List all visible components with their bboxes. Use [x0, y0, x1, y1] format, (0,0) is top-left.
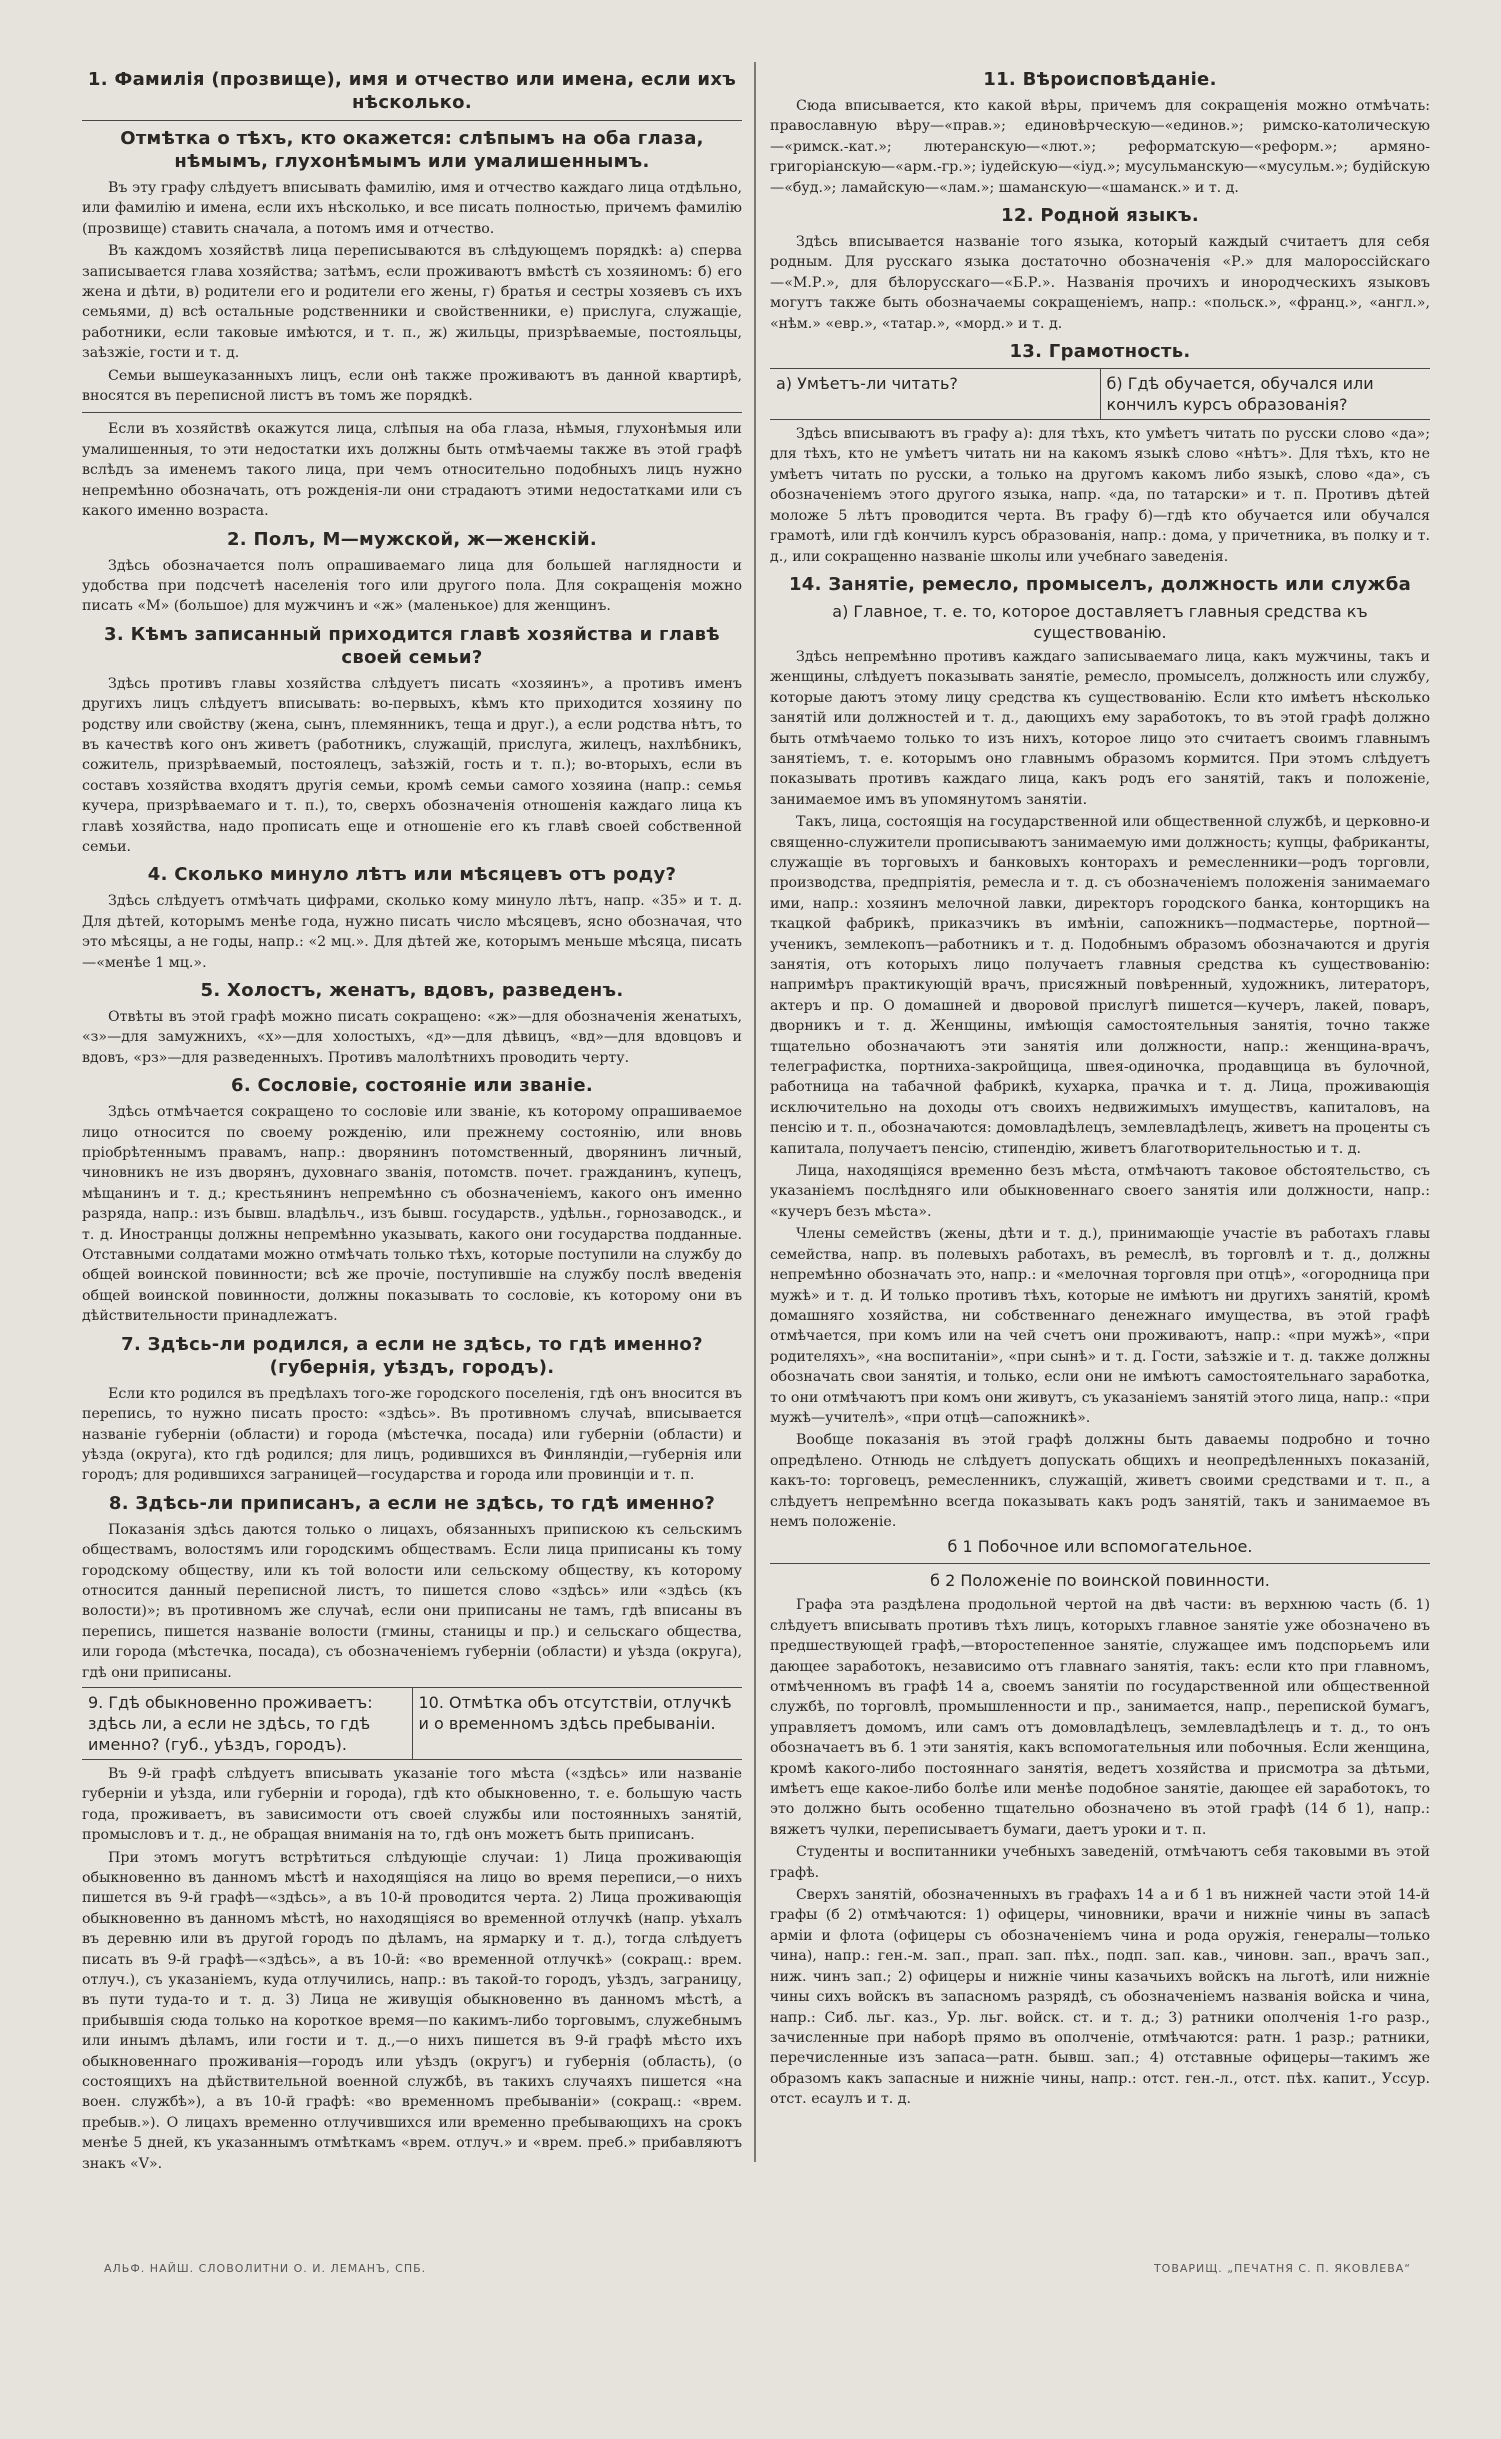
paragraph: Здѣсь слѣдуетъ отмѣчать цифрами, сколько кому минуло лѣтъ, напр. «35» и т. д. Для дѣтей, которымъ менѣе года, нужно писать число мѣсяцевъ, ясно обозначая, что это мѣсяцы, а не годы, напр.: «2 мц.». Для дѣтей же, которымъ меньше мѣсяца, писать—«менѣе 1 мц.».	[82, 893, 742, 971]
printer-imprint-right: ТОВАРИЩ. „ПЕЧАТНЯ С. П. ЯКОВЛЕВА“	[1153, 2262, 1411, 2275]
split-cell	[770, 369, 1100, 419]
paragraph: Отвѣты въ этой графѣ можно писать сокращено: «ж»—для обозначенія женатыхъ, «з»—для замужнихъ, «х»—для холостыхъ, «д»—для дѣвицъ, «вд»—для вдовцовъ и вдовъ, «рз»—для разведенныхъ. Противъ малолѣтнихъ проводить черту.	[82, 1009, 742, 1066]
section-heading: 4. Сколько минуло лѣтъ или мѣсяцевъ отъ роду?	[147, 864, 677, 886]
paragraph: Въ эту графу слѣдуетъ вписывать фамилію, имя и отчество каждаго лица отдѣльно, или фамилію и имена, если ихъ нѣсколько, и все писать полностью, причемъ фамилію (прозвище) ставить сначала, а потомъ имя и отчество.	[82, 180, 742, 237]
section-heading: 12. Родной языкъ.	[1001, 205, 1199, 227]
section-heading: 3. Кѣмъ записанный приходится главѣ хозяйства и главѣ своей семьи?	[104, 623, 720, 668]
paragraph: Сюда вписывается, кто какой вѣры, причемъ для сокращенія можно отмѣчать: православную вѣру—«прав.»; единовѣрческую—«единов.»; римско-католическую—«римск.-кат.»; лютеранскую—«лют.»; реформатскую—«реформ.»; армяно-григоріанскую—«арм.-гр.»; іудейскую—«іуд.»; мусульманскую—«мусульм.»; будійскую—«буд.»; ламайскую—«лам.»; шаманскую—«шаманск.» и т. д.	[770, 98, 1430, 196]
split-heading	[770, 368, 1430, 420]
left-column	[82, 62, 742, 2172]
section-heading: 6. Сословіе, состояніе или званіе.	[231, 1075, 593, 1097]
paragraph: Графа эта раздѣлена продольной чертой на двѣ части: въ верхнюю часть (б. 1) слѣдуетъ вписывать противъ тѣхъ лицъ, которыхъ главное занятіе уже обозначено въ предшествующей графѣ,—второстепенное занятіе, служащее имъ подспорьемъ или дающее заработокъ, независимо отъ главнаго занятія, такъ: если кто при главномъ, отмѣченномъ въ графѣ 14 а, своемъ занятіи по государственной или общественной службѣ, по торговлѣ, промышленности и пр., занимается, напр., перепиской бумагъ, управляетъ домомъ, или самъ отъ домовладѣлецъ, землевладѣлецъ и т. д., то онъ обозначаетъ въ б. 1 эти занятія, какъ вспомогательныя или побочныя. Если женщина, кромѣ какого-либо постояннаго занятія, ведетъ хозяйства и присмотра за дѣтьми, имѣетъ еще какое-либо болѣе или менѣе подобное занятіе, дающее ей заработокъ, то это должно быть особенно тщательно обозначено въ этой графѣ (14 б 1), напр.: вяжетъ чулки, переписываетъ бумаги, даетъ уроки и т. п.	[770, 1597, 1430, 1838]
paragraph: При этомъ могутъ встрѣтиться слѣдующіе случаи: 1) Лица проживающія обыкновенно въ данномъ мѣстѣ и находящіяся на лицо во время переписи,—о нихъ пишется въ 9-й графѣ—«здѣсь», а въ 10-й проводится черта. 2) Лица проживающія обыкновенно въ данномъ мѣстѣ, но находящіяся во временной отлучкѣ (напр. уѣхалъ въ деревню или въ другой городъ по дѣламъ, на ярмарку и т. д.), тогда слѣдуетъ писать въ 9-й графѣ—«здѣсь», а въ 10-й: «во временной отлучкѣ» (сокращ.: врем. отлуч.), съ указаніемъ, куда отлучились, напр.: въ такой-то городъ, уѣздъ, заграницу, въ пути туда-то и т. д. 3) Лица не живущія обыкновенно въ данномъ мѣстѣ, а прибывшія сюда только на короткое время—по какимъ-либо торговымъ, служебнымъ или инымъ дѣламъ, или гости и т. д.,—о нихъ пишется въ 9-й графѣ мѣсто ихъ обыкновеннаго проживанія—городъ или уѣздъ (округъ) и губернія (область), (о состоящихъ на дѣйствительной военной службѣ, въ такихъ случаяхъ пишется «на воен. службѣ»), а въ 10-й графѣ: «во временномъ пребываніи» (сокращ.: «врем. пребыв.»). О лицахъ временно отлучившихся или временно пребывающихъ на срокъ менѣе 5 дней, къ указаннымъ отмѣткамъ «врем. отлуч.» и «врем. преб.» прибавляютъ знакъ «V».	[82, 1849, 742, 2172]
section-heading: 14. Занятіе, ремесло, промыселъ, должность или служба	[788, 573, 1412, 595]
subheading: а) Главное, т. е. то, которое доставляетъ главныя средства къ существованію.	[832, 601, 1368, 642]
paragraph: Лица, находящіяся временно безъ мѣста, отмѣчаютъ таковое обстоятельство, съ указаніемъ послѣдняго или обыкновеннаго своего занятія или должности, напр.: «кучеръ безъ мѣста».	[770, 1163, 1430, 1220]
subheading: б) Гдѣ обучается, обучался или кончилъ курсъ образованія?	[1106, 374, 1374, 415]
paragraph: Здѣсь вписывается названіе того языка, который каждый считаетъ для себя родным. Для русскаго языка достаточно обозначенія «Р.» для малороссійскаго—«М.Р.», для бѣлорусскаго—«Б.Р.». Названія прочихъ и инородческихъ языковъ могутъ также быть обозначаемы сокращеніемъ, напр.: «польск.», «франц.», «англ.», «нѣм.» «евр.», «татар.», «морд.» и т. д.	[770, 234, 1430, 332]
paragraph: Здѣсь отмѣчается сокращено то сословіе или званіе, къ которому опрашиваемое лицо относится по своему рожденію, или прежнему состоянію, или вновь пріобрѣтеннымъ правамъ, напр.: дворянинъ потомственный, дворянинъ личный, чиновникъ не изъ дворянъ, духовнаго званія, потомств. почет. гражданинъ, купецъ, мѣщанинъ и т. д.; крестьянинъ непремѣнно съ обозначеніемъ, какого онъ именно разряда, напр.: изъ бывш. владѣльч., изъ бывш. государств., удѣльн., горнозаводск., и т. д. Иностранцы должны непремѣнно указывать, какого они государства подданные. Отставными солдатами можно отмѣчать только тѣхъ, которые поступили на службу до общей воинской повинности; всѣ же прочіе, поступившіе на службу послѣ введенія общей воинской повинности, должны показывать то сословіе, къ которому они въ дѣйствительности принадлежатъ.	[82, 1104, 742, 1325]
section-subheading: Отмѣтка о тѣхъ, кто окажется: слѣпымъ на оба глаза, нѣмымъ, глухонѣмымъ или умалишеннымъ.	[120, 128, 704, 172]
rule	[770, 1563, 1430, 1564]
section-heading: 13. Грамотность.	[1009, 341, 1191, 363]
section-heading: 2. Полъ, М—мужской, ж—женскій.	[226, 528, 598, 550]
printer-imprint-left: АЛЬФ. НАЙШ. СЛОВОЛИТНИ О. И. ЛЕМАНЪ, СПБ.	[104, 2262, 427, 2275]
rule	[82, 412, 742, 413]
section-heading: 1. Фамилія (прозвище), имя и отчество или имена, если ихъ нѣсколько.	[87, 69, 737, 113]
paragraph: Здѣсь противъ главы хозяйства слѣдуетъ писать «хозяинъ», а противъ именъ другихъ лицъ слѣдуетъ вписывать: во-первыхъ, кѣмъ кто приходится хозяину по родству или свойству (жена, сынъ, племянникъ, теща и друг.), а если родства нѣтъ, то въ качествѣ кого онъ живетъ (работникъ, служащій, прислуга, жилецъ, нахлѣбникъ, сожитель, призрѣваемый, постоялецъ, заѣзжій, гость и т. п.); во-вторыхъ, если въ составъ хозяйства входятъ другія семьи, кромѣ семьи самого хозяина (напр.: семья кучера, призрѣваемаго и т. п.), то, сверхъ обозначенія отношенія каждаго лица къ главѣ хозяйства, надо прописать еще и отношеніе его къ главѣ своей собственной семьи.	[82, 675, 742, 855]
paragraph: Сверхъ занятій, обозначенныхъ въ графахъ 14 а и б 1 въ нижней части этой 14-й графы (б 2) отмѣчаются: 1) офицеры, чиновники, врачи и нижніе чины въ запасѣ арміи и флота (офицеры съ обозначеніемъ чина и рода оружія, генералы—только чина), напр.: ген.-м. зап., прап. зап. пѣх., подп. зап. кав., чиновн. зап., врачъ зап., ниж. чинъ зап.; 2) офицеры и нижніе чины казачьихъ войскъ на льготѣ, или нижніе чины сихъ войскъ въ запасномъ разрядѣ, съ обозначеніемъ названія войска и чина, напр.: Сиб. льг. каз., Ур. льг. войск. ст. и т. д.; 3) ратники ополченія 1-го разр., зачисленные при наборѣ прямо въ ополченіе, отмѣчаются: ратн. 1 разр.; ратники, перечисленные изъ запаса—ратн. бывш. зап.; 4) отставные офицеры—такимъ же образомъ какъ запасные и нижніе чины, напр.: отст. ген.-л., отст. пѣх. капит., Уссур. отст. есаулъ и т. д.	[770, 1887, 1430, 2108]
paragraph: Семьи вышеуказанныхъ лицъ, если онѣ также проживаютъ въ данной квартирѣ, вносятся въ переписной листъ въ томъ же порядкѣ.	[82, 367, 742, 405]
subheading: б 1 Побочное или вспомогательное.	[947, 1537, 1253, 1557]
right-column	[770, 62, 1430, 2152]
paragraph: Здѣсь непремѣнно противъ каждаго записываемаго лица, какъ мужчины, такъ и женщины, слѣдуетъ показывать занятіе, ремесло, промыселъ, должность или службу, которые даютъ этому лицу средства къ существованію. Если кто имѣетъ нѣсколько занятій или должностей и т. д., дающихъ ему заработокъ, то въ этой графѣ должно быть отмѣчаемо только то изъ нихъ, которое лицо это считаетъ своимъ главнымъ занятіемъ, т. е. которымъ оно главнымъ образомъ кормится. При этомъ слѣдуетъ показывать противъ каждаго лица, какъ родъ его занятій, такъ и положеніе, занимаемое имъ въ упомянутомъ занятіи.	[770, 648, 1430, 808]
paragraph: Въ каждомъ хозяйствѣ лица переписываются въ слѣдующемъ порядкѣ: а) сперва записывается глава хозяйства; затѣмъ, если проживаютъ вмѣстѣ съ хозяиномъ: б) его жена и дѣти, в) родители его и родители его жены, г) братья и сестры хозяевъ съ ихъ семьями, д) всѣ остальные родственники и свойственники, е) прислуга, служащіе, работники, если таковые имѣются, и т. п., ж) жильцы, призрѣваемые, постояльцы, заѣзжіе, гости и т. д.	[82, 243, 742, 362]
split-cell	[412, 1688, 743, 1759]
column-divider	[754, 62, 756, 2162]
split-cell	[82, 1688, 412, 1759]
paragraph: Показанія здѣсь даются только о лицахъ, обязанныхъ припискою къ сельскимъ обществамъ, волостямъ или городскимъ обществамъ. Если лица приписаны къ тому городскому обществу, или къ той волости или сельскому обществу, къ которому относится данный переписной листъ, то пишется слово «здѣсь» или «здѣсь (къ волости)»; въ противномъ же случаѣ, если они приписаны не тамъ, гдѣ вписаны въ перепись, пишется названіе волости (гмины, станицы и пр.) и сельскаго общества, или города (мѣстечка, посада), съ обозначеніемъ губерніи (области) и уѣзда (округа), гдѣ они приписаны.	[82, 1521, 742, 1681]
paragraph: Здѣсь обозначается полъ опрашиваемаго лица для большей наглядности и удобства при подсчетѣ населенія того или другого пола. Для сокращенія можно писать «М» (большое) для мужчинъ и «ж» (маленькое) для женщинъ.	[82, 557, 742, 615]
section-heading: 10. Отмѣтка объ отсутствіи, отлучкѣ и о временномъ здѣсь пребываніи.	[418, 1692, 732, 1733]
paragraph: Такъ, лица, состоящія на государственной или общественной службѣ, и церковно-и священно-служители прописываютъ занимаемую ими должность; купцы, фабриканты, служащіе въ торговыхъ и банковыхъ конторахъ и ремесленники—родъ торговли, производства, предпріятія, ремесла и т. д. съ обозначеніемъ положенія занимаемаго ими, напр.: хозяинъ мелочной лавки, директоръ городского банка, конторщикъ на ткацкой фабрикѣ, приказчикъ въ имѣніи, сапожникъ—подмастерье, портной—ученикъ, землекопъ—работникъ и т. д. Подобнымъ образомъ обозначаются и другія занятія, отъ которыхъ лицо получаетъ главныя средства къ существованію: напримѣръ практикующій врачъ, присяжный повѣренный, художникъ, литераторъ, актеръ и пр. О домашней и дворовой прислугѣ пишется—кучеръ, лакей, поваръ, дворникъ и т. д. Женщины, имѣющія самостоятельныя занятія, точно также тщательно обозначаютъ эти занятія или должности, напр.: женщина-врачъ, телеграфистка, портниха-закройщица, швея-одиночка, продавщица въ булочной, работница на табачной фабрикѣ, кухарка, прачка и т. д. Лица, проживающія исключительно на доходы отъ своихъ недвижимыхъ имуществъ, капиталовъ, на пенсію и т. п., обозначаются: домовладѣлецъ, землевладѣлецъ, живетъ на проценты съ капитала, получаетъ пенсію, стипендію, живетъ благотворительностью и т. д.	[770, 814, 1430, 1157]
paragraph: Студенты и воспитанники учебныхъ заведеній, отмѣчаютъ себя таковыми въ этой графѣ.	[770, 1844, 1430, 1881]
section-heading: 11. Вѣроисповѣданіе.	[983, 69, 1217, 90]
paragraph: Если кто родился въ предѣлахъ того-же городского поселенія, гдѣ онъ вносится въ перепись, то нужно писать просто: «здѣсь». Въ противномъ случаѣ, вписывается названіе губерніи (области) и города (мѣстечка, посада) или губерніи (области) и уѣзда (округа), кто гдѣ родился; для лицъ, родившихся въ Финляндіи,—губернія или городъ; для родившихся заграницей—государства и города или провинціи и т. п.	[82, 1385, 742, 1484]
section-heading: 7. Здѣсь-ли родился, а если не здѣсь, то гдѣ именно? (губернія, уѣздъ, городъ).	[121, 1333, 703, 1378]
rule	[82, 120, 742, 121]
subheading: б 2 Положеніе по воинской повинности.	[930, 1571, 1270, 1591]
paragraph: Здѣсь вписываютъ въ графу а): для тѣхъ, кто умѣетъ читать по русски слово «да»; для тѣхъ, кто не умѣетъ читать ни на какомъ языкѣ слово «нѣтъ». Для тѣхъ, кто не умѣетъ читать по русски, а только на другомъ какомъ либо языкѣ, слово «да», съ обозначеніемъ этого другого языка, напр. «да, по татарски» и т. п. Противъ дѣтей моложе 5 лѣтъ проводится черта. Въ графу б)—гдѣ кто обучается или обучался грамотѣ, или гдѣ кончилъ курсъ образованія, напр.: дома, у причетника, въ полку и т. д., или сокращенно названіе школы или учебнаго заведенія.	[770, 426, 1430, 565]
split-heading	[82, 1687, 742, 1760]
paragraph: Вообще показанія въ этой графѣ должны быть даваемы подробно и точно опредѣлено. Отнюдь не слѣдуетъ допускать общихъ и неопредѣленныхъ показаній, какъ-то: торговецъ, ремесленникъ, служащій, живетъ своими средствами и т. п., а слѣдуетъ непремѣнно всегда показывать какъ родъ занятій, такъ и занимаемое въ немъ положеніе.	[770, 1432, 1430, 1530]
paragraph: Если въ хозяйствѣ окажутся лица, слѣпыя на оба глаза, нѣмыя, глухонѣмыя или умалишенныя, то эти недостатки ихъ должны быть отмѣчаемы также въ этой графѣ вслѣдъ за именемъ такого лица, при чемъ относительно подобныхъ лицъ нужно непремѣнно обозначать, отъ рожденія-ли они страдаютъ этими недостатками или съ какого именно возраста.	[82, 421, 742, 520]
split-cell	[1100, 369, 1431, 419]
paragraph: Члены семействъ (жены, дѣти и т. д.), принимающіе участіе въ работахъ главы семейства, напр. въ полевыхъ работахъ, въ ремеслѣ, въ торговлѣ и т. д., должны непремѣнно обозначать это, напр.: и «мелочная торговля при отцѣ», «огородница при мужѣ» и т. д. И только противъ тѣхъ, которые не имѣютъ ни другихъ занятій, кромѣ домашняго хозяйства, ни собственнаго денежнаго имущества, въ этой графѣ отмѣчается, при комъ или на чей счетъ они проживаютъ, напр.: «при мужѣ», «при родителяхъ», «на воспитаніи», «при сынѣ» и т. д. Гости, заѣзжіе и т. д. также должны обозначать свои занятія, и только, если они не имѣютъ самостоятельнаго заработка, то они отмѣчаютъ при комъ они живутъ, съ указаніемъ занятій этого лица, напр.: «при мужѣ—учителѣ», «при отцѣ—сапожникѣ».	[770, 1226, 1430, 1426]
subheading: а) Умѣетъ-ли читать?	[776, 374, 958, 394]
paragraph: Въ 9-й графѣ слѣдуетъ вписывать указаніе того мѣста («здѣсь» или названіе губерніи и уѣзда, или губерніи и города), гдѣ кто обыкновенно, т. е. большую часть года, проживаетъ, въ зависимости отъ своей службы или постоянныхъ занятій, промысловъ и т. д., не обращая вниманія на то, гдѣ онъ можетъ быть приписанъ.	[82, 1765, 742, 1844]
section-heading: 9. Гдѣ обыкновенно проживаетъ: здѣсь ли, а если не здѣсь, то гдѣ именно? (губ., уѣздъ, городъ).	[88, 1692, 373, 1754]
section-heading: 5. Холостъ, женатъ, вдовъ, разведенъ.	[200, 980, 624, 1001]
section-heading: 8. Здѣсь-ли приписанъ, а если не здѣсь, то гдѣ именно?	[108, 1492, 716, 1514]
